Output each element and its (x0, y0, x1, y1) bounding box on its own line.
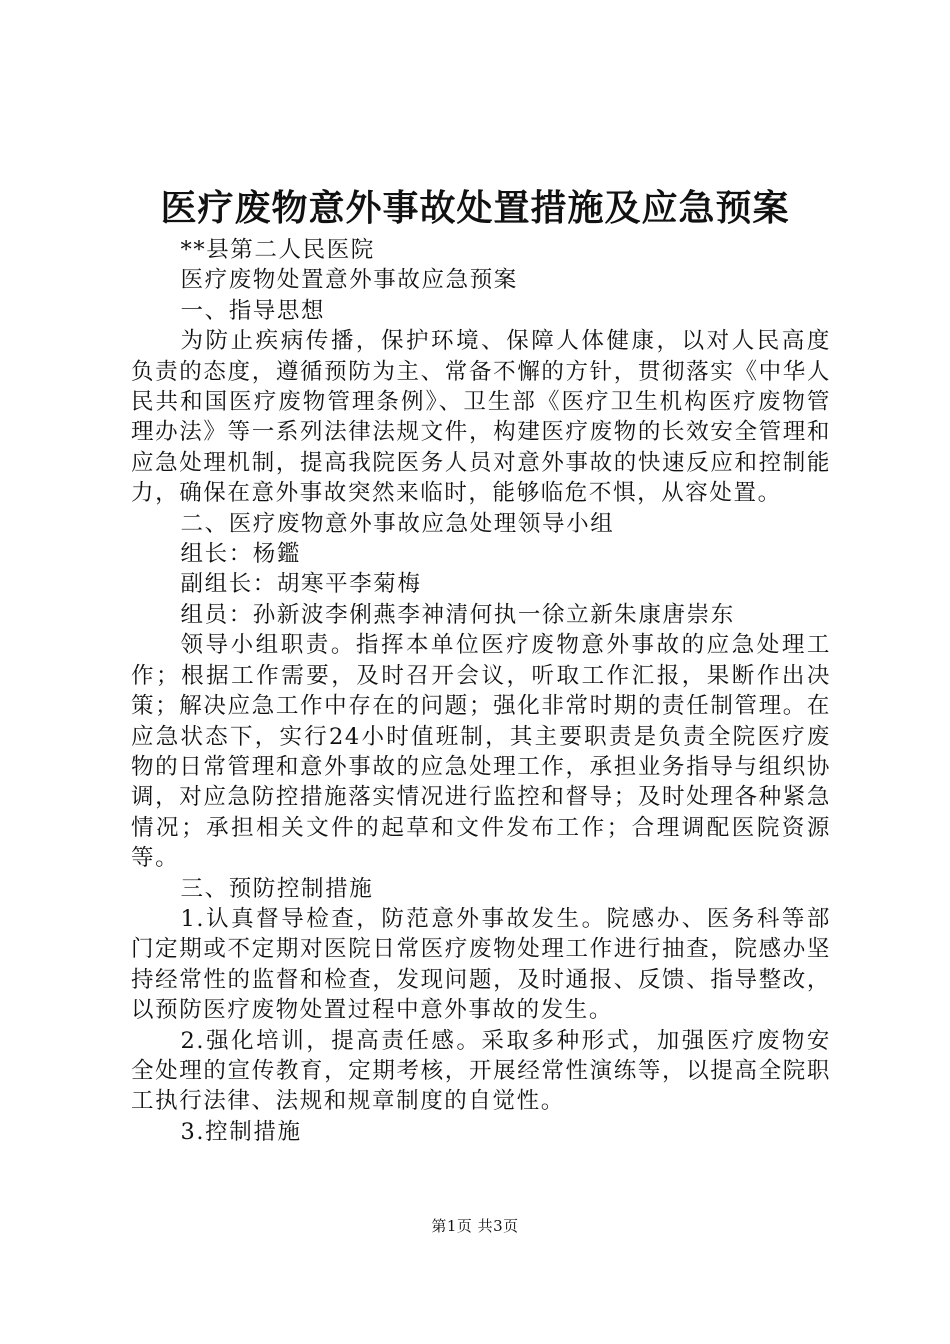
document-title: 医疗废物意外事故处置措施及应急预案 (160, 187, 790, 229)
page-footer: 第1页 共3页 (431, 1217, 519, 1235)
document-body (131, 235, 831, 1147)
section-heading-1: 一、指导思想 (180, 297, 326, 324)
paragraph-measure-2: 2.强化培训，提高责任感。采取多种形式，加强医疗废物安全处理的宣传教育，定期考核，开展经常性演练等，以提高全院职工执行法律、法规和规章制度的自觉性。 (131, 1027, 831, 1115)
section-heading-2: 二、医疗废物意外事故应急处理领导小组 (180, 510, 615, 537)
hospital-name: **县第二人民医院 (180, 237, 375, 263)
plan-subtitle: 医疗废物处置意外事故应急预案 (180, 267, 518, 294)
team-members: 组员：孙新波李俐燕李神清何执一徐立新朱康唐崇东 (180, 601, 735, 628)
section-heading-3: 三、预防控制措施 (180, 875, 374, 902)
paragraph-team-duties: 领导小组职责。指挥本单位医疗废物意外事故的应急处理工作；根据工作需要，及时召开会议，听取工作汇报，果断作出决策；解决应急工作中存在的问题；强化非常时期的责任制管理。在应急状态下，实行24小时值班制，其主要职责是负责全院医疗废物的日常管理和意外事故的应急处理工作，承担业务指导与组织协调，对应急防控措施落实情况进行监控和督导；及时处理各种紧急情况；承担相关文件的起草和文件发布工作；合理调配医院资源等。 (131, 632, 831, 872)
paragraph-guiding-idea: 为防止疾病传播，保护环境、保障人体健康，以对人民高度负责的态度，遵循预防为主、常备不懈的方针，贯彻落实《中华人民共和国医疗废物管理条例》、卫生部《医疗卫生机构医疗废物管理办法》等一系列法律法规文件，构建医疗废物的长效安全管理和应急处理机制，提高我院医务人员对意外事故的快速反应和控制能力，确保在意外事故突然来临时，能够临危不惧，从容处置。 (131, 328, 831, 507)
team-leader: 组长：杨鑑 (180, 541, 302, 568)
paragraph-measure-1: 1.认真督导检查，防范意外事故发生。院感办、医务科等部门定期或不定期对医院日常医疗废物处理工作进行抽查，院感办坚持经常性的监督和检查，发现问题，及时通报、反馈、指导整改，以预防医疗废物处置过程中意外事故的发生。 (131, 905, 831, 1024)
team-deputy-leader: 副组长：胡寒平李菊梅 (180, 571, 422, 598)
paragraph-measure-3: 3.控制措施 (180, 1118, 302, 1145)
